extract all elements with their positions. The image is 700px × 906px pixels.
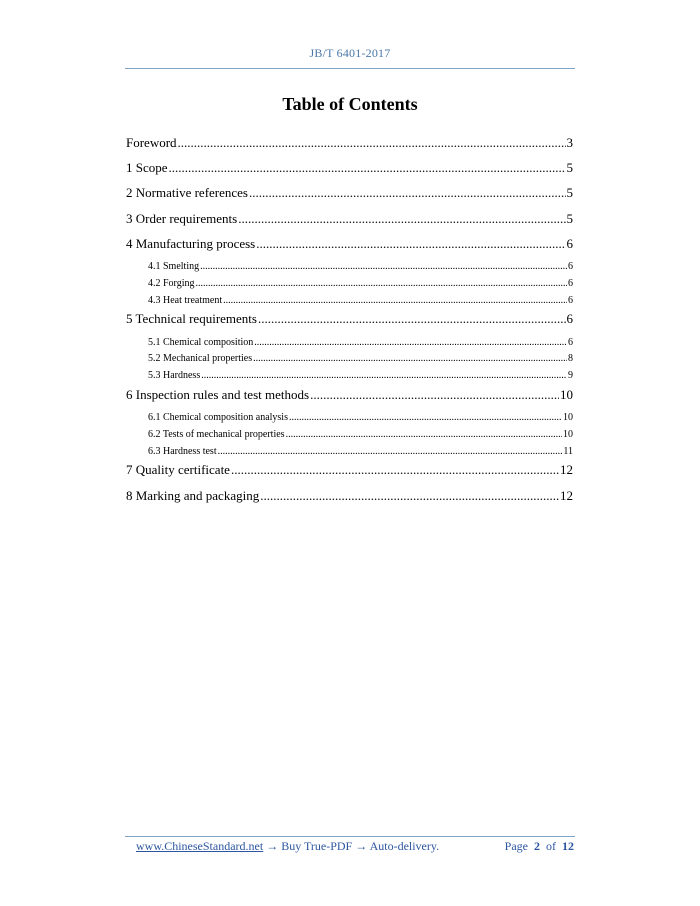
toc-list <box>126 135 573 513</box>
toc-entry-title: 8 Marking and packaging <box>126 487 260 503</box>
toc-entry[interactable] <box>126 185 573 210</box>
toc-subentry[interactable] <box>126 353 573 370</box>
toc-dot-leader <box>238 211 565 227</box>
toc-dot-leader <box>200 261 567 273</box>
toc-dot-leader <box>289 412 562 424</box>
toc-entry-title: 5.2 Mechanical properties <box>148 353 253 365</box>
footer-rule <box>125 836 575 837</box>
toc-dot-leader <box>256 236 565 252</box>
toc-entry-page: 3 <box>566 135 573 150</box>
toc-entry-title: 6 Inspection rules and test methods <box>126 386 310 402</box>
toc-entry-page: 6 <box>568 260 573 272</box>
toc-entry-page: 5 <box>566 160 573 176</box>
toc-subentry[interactable] <box>126 278 573 295</box>
toc-entry[interactable] <box>126 462 573 487</box>
page-title: Table of Contents <box>282 94 418 114</box>
toc-entry-page: 5 <box>566 185 573 201</box>
toc-entry-title: 6.3 Hardness test <box>148 445 217 457</box>
toc-subentry[interactable] <box>126 412 573 429</box>
toc-entry-page: 6 <box>568 336 573 348</box>
toc-entry[interactable] <box>126 160 573 185</box>
toc-entry-title: 7 Quality certificate <box>126 462 230 478</box>
toc-entry-title: 6.2 Tests of mechanical properties <box>148 428 285 440</box>
toc-dot-leader <box>223 295 567 307</box>
toc-entry-title: 5 Technical requirements <box>126 311 257 327</box>
toc-entry-title: Foreword <box>126 135 177 150</box>
toc-subentry[interactable] <box>126 261 573 278</box>
toc-dot-leader <box>169 160 566 176</box>
page-total: 12 <box>562 839 574 853</box>
toc-dot-leader <box>249 185 566 201</box>
toc-entry-title: 6.1 Chemical composition analysis <box>148 412 288 424</box>
toc-entry-title: 4.3 Heat treatment <box>148 294 223 306</box>
toc-entry-page: 10 <box>560 386 573 402</box>
toc-entry-page: 10 <box>563 412 573 424</box>
page-of-label: of <box>546 839 556 853</box>
page-label: Page <box>504 839 528 853</box>
toc-entry[interactable] <box>126 211 573 236</box>
toc-subentry[interactable] <box>126 429 573 446</box>
toc-entry-page: 9 <box>568 370 573 382</box>
toc-entry-page: 6 <box>566 311 573 327</box>
toc-dot-leader <box>286 429 562 441</box>
toc-entry-page: 10 <box>563 428 573 440</box>
toc-dot-leader <box>260 488 559 504</box>
toc-entry-title: 3 Order requirements <box>126 210 238 226</box>
toc-subentry[interactable] <box>126 370 573 387</box>
toc-entry[interactable] <box>126 387 573 412</box>
toc-dot-leader <box>231 462 559 478</box>
toc-entry-page: 5 <box>566 210 573 226</box>
toc-subentry[interactable] <box>126 446 573 463</box>
toc-dot-leader <box>201 370 567 382</box>
toc-dot-leader <box>178 135 566 151</box>
page-indicator <box>505 839 574 854</box>
toc-entry-page: 6 <box>566 235 573 251</box>
footer-promo <box>136 839 439 854</box>
toc-entry-page: 6 <box>568 277 573 289</box>
toc-subentry[interactable] <box>126 337 573 354</box>
website-link[interactable]: www.ChineseStandard.net <box>136 839 264 853</box>
toc-entry[interactable] <box>126 488 573 513</box>
toc-dot-leader <box>218 446 563 458</box>
toc-dot-leader <box>196 278 568 290</box>
footer-promo-text: → Buy True-PDF → Auto-delivery. <box>263 839 440 853</box>
toc-entry-page: 8 <box>568 353 573 365</box>
toc-entry[interactable] <box>126 135 573 160</box>
toc-entry-title: 4.2 Forging <box>148 277 195 289</box>
toc-dot-leader <box>258 311 566 327</box>
toc-entry-title: 4.1 Smelting <box>148 260 200 272</box>
page-current: 2 <box>534 839 540 853</box>
toc-entry-page: 12 <box>560 487 573 503</box>
toc-dot-leader <box>254 337 567 349</box>
toc-entry-title: 5.3 Hardness <box>148 370 201 382</box>
toc-entry[interactable] <box>126 311 573 336</box>
toc-subentry[interactable] <box>126 295 573 312</box>
running-header: JB/T 6401-2017 <box>309 46 391 60</box>
toc-entry-page: 6 <box>568 294 573 306</box>
toc-dot-leader <box>310 387 559 403</box>
header-rule <box>125 68 575 69</box>
toc-entry-title: 4 Manufacturing process <box>126 235 256 251</box>
toc-entry-page: 11 <box>563 445 573 457</box>
toc-entry-page: 12 <box>560 462 573 478</box>
toc-dot-leader <box>253 353 567 365</box>
toc-entry[interactable] <box>126 236 573 261</box>
toc-entry-title: 1 Scope <box>126 160 168 176</box>
toc-entry-title: 5.1 Chemical composition <box>148 336 254 348</box>
toc-entry-title: 2 Normative references <box>126 185 248 201</box>
